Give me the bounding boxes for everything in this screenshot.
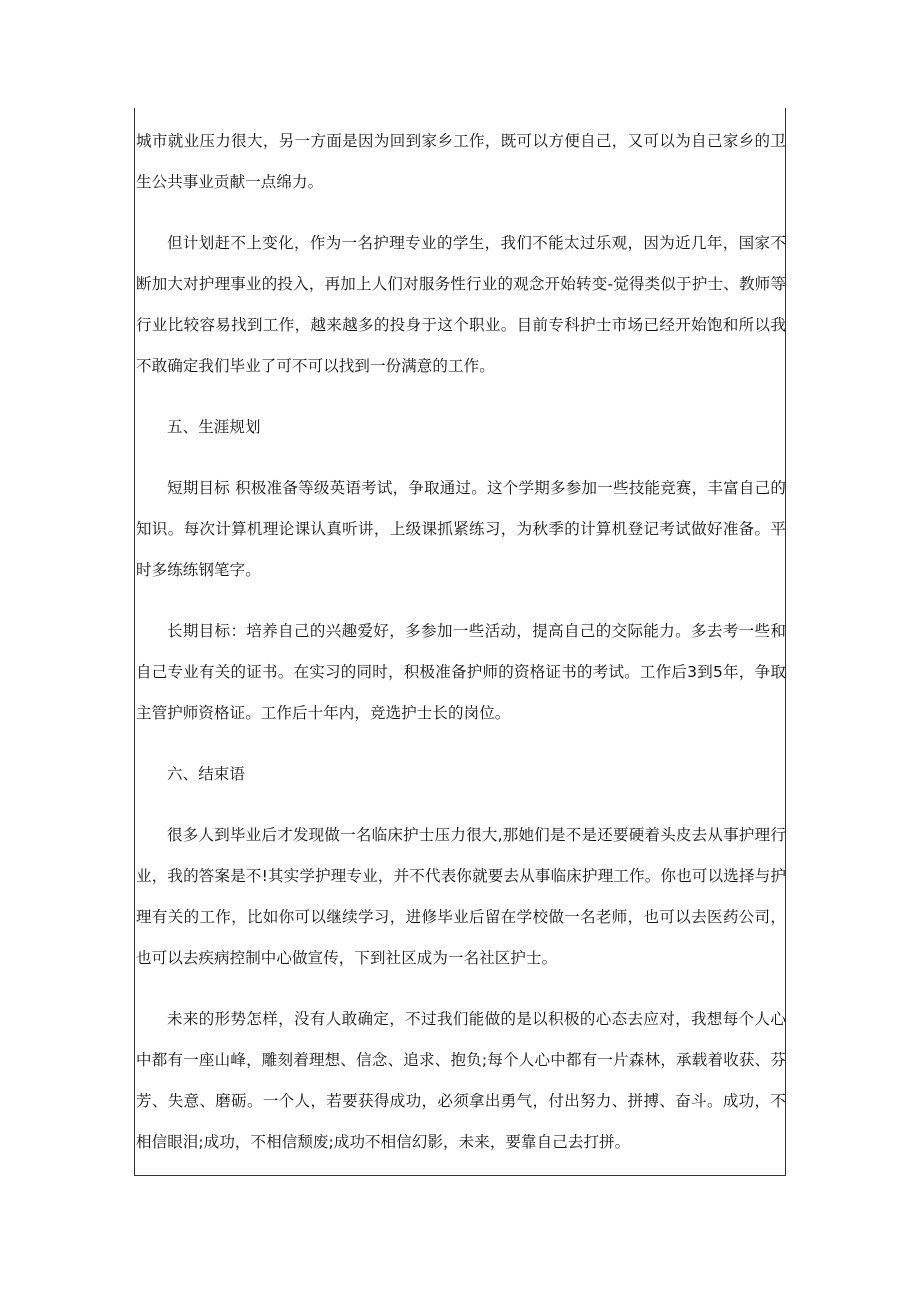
paragraph-gap xyxy=(136,387,786,407)
paragraph-conclusion-2: 未来的形势怎样，没有人敢确定，不过我们能做的是以积极的心态去应对，我想每个人心中都有一座山峰，雕刻着理想、信念、追求、抱负;每个人心中都有一片森林，承载着收获、芬芳、失意、磨砺。一个人，若要获得成功，必须拿出勇气，付出努力、拼搏、奋斗。成功，不相信眼泪;成功，不相信颓废;成功不相信幻影，未来，要靠自己去打拼。 xyxy=(136,1010,786,1151)
section-heading-conclusion: 六、结束语 xyxy=(167,765,246,783)
document-body xyxy=(136,121,786,1163)
paragraph-gap xyxy=(136,795,786,815)
paragraph-1: 城市就业压力很大，另一方面是因为回到家乡工作，既可以方便自己，又可以为自己家乡的卫生公共事业贡献一点绵力。 xyxy=(136,132,786,191)
paragraph-gap xyxy=(136,203,786,223)
paragraph-gap xyxy=(136,734,786,754)
paragraph-gap xyxy=(136,591,786,611)
paragraph-long-term-goals: 长期目标：培养自己的兴趣爱好，多参加一些活动，提高自己的交际能力。多去考一些和自己专业有关的证书。在实习的同时，积极准备护师的资格证书的考试。工作后3到5年，争取主管护师资格证。工作后十年内，竞选护士长的岗位。 xyxy=(136,622,786,722)
paragraph-gap xyxy=(136,448,786,468)
section-heading-career-plan: 五、生涯规划 xyxy=(167,418,261,436)
paragraph-short-term-goals: 短期目标 积极准备等级英语考试，争取通过。这个学期多参加一些技能竞赛，丰富自己的知识。每次计算机理论课认真听讲，上级课抓紧练习，为秋季的计算机登记考试做好准备。平时多练练钢笔字。 xyxy=(136,479,786,579)
paragraph-gap xyxy=(136,979,786,999)
paragraph-2: 但计划赶不上变化，作为一名护理专业的学生，我们不能太过乐观，因为近几年，国家不断加大对护理事业的投入，再加上人们对服务性行业的观念开始转变-觉得类似于护士、教师等行业比较容易找到工作，越来越多的投身于这个职业。目前专科护士市场已经开始饱和所以我不敢确定我们毕业了可不可以找到一份满意的工作。 xyxy=(136,234,786,375)
paragraph-conclusion-1: 很多人到毕业后才发现做一名临床护士压力很大,那她们是不是还要硬着头皮去从事护理行业，我的答案是不!其实学护理专业，并不代表你就要去从事临床护理工作。你也可以选择与护理有关的工作，比如你可以继续学习，进修毕业后留在学校做一名老师，也可以去医药公司，也可以去疾病控制中心做宣传，下到社区成为一名社区护士。 xyxy=(136,826,786,967)
